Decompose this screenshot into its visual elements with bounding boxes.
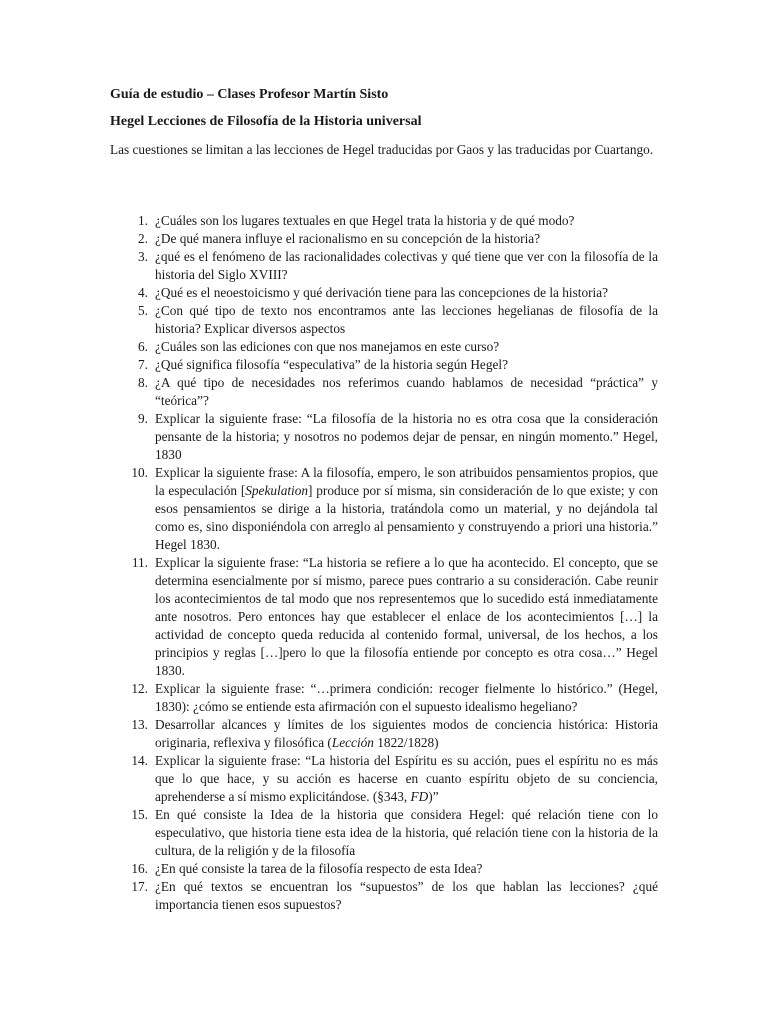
question-text: ¿qué es el fenómeno de las racionalidades colectivas y qué tiene que ver con la filosofía de la historia del Siglo XVIII? [155, 249, 658, 282]
document-title: Guía de estudio – Clases Profesor Martín Sisto [110, 87, 389, 102]
question-number: 16. [131, 861, 148, 876]
question-number: 2. [138, 231, 148, 246]
question-list [110, 212, 658, 914]
question-text-italic: FD [410, 789, 429, 804]
question-item [110, 806, 658, 860]
question-text-italic: Spekulation [245, 483, 309, 498]
question-text: ¿Cuáles son las ediciones con que nos manejamos en este curso? [155, 339, 500, 354]
question-text: Explicar la siguiente frase: “La historia se refiere a lo que ha acontecido. El concepto, que se determina esencialmente por sí mismo, parece pues contrario a su consideración. Cabe reunir los acontecimientos de tal modo que nos representemos que lo sucedido está inmediatamente ante nosotros. Pero entonces hay que establecer el enlace de los acontecimientos […] la actividad de concepto queda reducida al contenido formal, universal, de los hechos, a los principios y reglas […]pero lo que la filosofía entiende por concepto es otra cosa…” Hegel 1830. [155, 555, 658, 678]
question-number: 13. [131, 717, 148, 732]
question-item [110, 716, 658, 752]
question-item [110, 302, 658, 338]
question-number: 12. [131, 681, 148, 696]
question-number: 14. [131, 753, 148, 768]
question-item [110, 356, 658, 374]
question-item [110, 248, 658, 284]
question-text: Explicar la siguiente frase: “La filosofía de la historia no es otra cosa que la consideración pensante de la historia; y nosotros no podemos dejar de pensar, en ningún momento.” Hegel, 1830 [155, 411, 658, 462]
question-text: )” [428, 789, 439, 804]
question-text-italic: Lección [331, 735, 374, 750]
question-number: 4. [138, 285, 148, 300]
question-item [110, 410, 658, 464]
question-text: ¿Cuáles son los lugares textuales en que Hegel trata la historia y de qué modo? [155, 213, 575, 228]
question-item [110, 374, 658, 410]
question-item [110, 212, 658, 230]
question-text: ¿Qué significa filosofía “especulativa” de la historia según Hegel? [155, 357, 508, 372]
question-number: 17. [131, 879, 148, 894]
question-item [110, 878, 658, 914]
question-text: En qué consiste la Idea de la historia que considera Hegel: qué relación tiene con lo especulativo, que historia tiene esta idea de la historia, qué relación tiene con la historia de la cultura, de la religión y de la filosofía [155, 807, 658, 858]
question-item [110, 230, 658, 248]
question-number: 8. [138, 375, 148, 390]
question-number: 1. [138, 213, 148, 228]
question-number: 9. [138, 411, 148, 426]
question-item [110, 680, 658, 716]
question-item [110, 284, 658, 302]
question-text: ¿De qué manera influye el racionalismo en su concepción de la historia? [155, 231, 541, 246]
question-number: 3. [138, 249, 148, 264]
question-number: 6. [138, 339, 148, 354]
question-number: 7. [138, 357, 148, 372]
question-item [110, 338, 658, 356]
document-subtitle: Hegel Lecciones de Filosofía de la Historia universal [110, 114, 422, 129]
intro-paragraph: Las cuestiones se limitan a las lecciones de Hegel traducidas por Gaos y las traducidas por Cuartango. [110, 142, 654, 157]
question-item [110, 860, 658, 878]
question-number: 15. [131, 807, 148, 822]
question-item [110, 464, 658, 554]
question-number: 5. [138, 303, 148, 318]
question-text: Explicar la siguiente frase: “…primera condición: recoger fielmente lo histórico.” (Hegel, 1830): ¿cómo se entiende esta afirmación con el supuesto idealismo hegeliano? [155, 681, 658, 714]
question-text: 1822/1828) [373, 735, 439, 750]
question-text: ¿En qué textos se encuentran los “supuestos” de los que hablan las lecciones? ¿qué importancia tienen esos supuestos? [155, 879, 658, 912]
question-text: ¿En qué consiste la tarea de la filosofía respecto de esta Idea? [155, 861, 483, 876]
question-item [110, 752, 658, 806]
question-text: ¿A qué tipo de necesidades nos referimos cuando hablamos de necesidad “práctica” y “teórica”? [155, 375, 658, 408]
question-text: ¿Con qué tipo de texto nos encontramos ante las lecciones hegelianas de filosofía de la historia? Explicar diversos aspectos [155, 303, 658, 336]
question-text: Explicar la siguiente frase: “La historia del Espíritu es su acción, pues el espíritu no es más que lo que hace, y su acción es hacerse en cuanto espíritu objeto de su conciencia, aprehenderse a sí mismo explicitándose. (§343, [155, 753, 658, 804]
question-text: Desarrollar alcances y límites de los siguientes modos de conciencia histórica: Historia originaria, reflexiva y filosófica ( [155, 717, 658, 750]
question-text: ] produce por sí misma, sin consideración de lo que existe; y con esos pensamientos se dirige a la historia, tratándola como un material, y no dejándola tal como es, sino disponiéndola con arreglo al pensamiento y construyendo a priori una historia.” Hegel 1830. [155, 483, 658, 552]
question-item [110, 554, 658, 680]
question-number: 10. [131, 465, 148, 480]
question-text: ¿Qué es el neoestoicismo y qué derivación tiene para las concepciones de la historia? [155, 285, 609, 300]
question-text: Explicar la siguiente frase: A la filosofía, empero, le son atribuidos pensamientos propios, que la especulación [ [155, 465, 658, 498]
question-number: 11. [131, 555, 148, 570]
